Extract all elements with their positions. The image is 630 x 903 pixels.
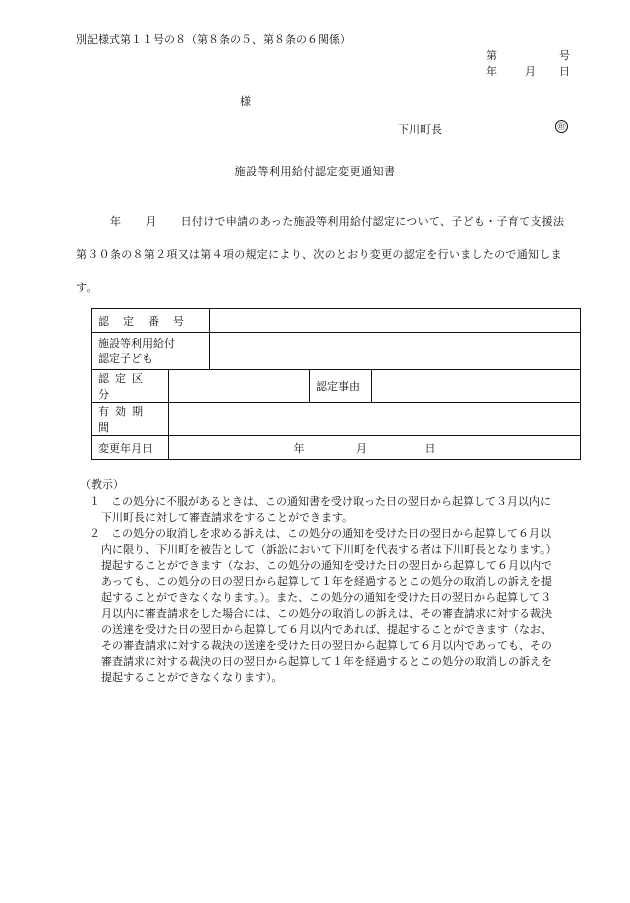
label-change-date: 変更年月日 xyxy=(92,436,169,460)
form-reference: 別記様式第１１号の８（第８条の５、第８条の６関係） xyxy=(76,33,351,46)
instruction-line: 提起することができます（なお、この処分の通知を受けた日の翌日から起算して６月以内で xyxy=(101,559,552,572)
date-month: 月 xyxy=(525,65,536,78)
body-line-2: 第３０条の８第２項又は第４項の規定により、次のとおり変更の認定を行いましたので通知しま xyxy=(76,248,562,261)
addressee: 様 xyxy=(240,95,251,108)
date-day: 日 xyxy=(559,65,570,78)
value-cert-reason xyxy=(372,370,581,403)
instruction-number: １ xyxy=(89,495,100,508)
value-valid-period xyxy=(169,403,581,436)
number-prefix: 第 xyxy=(486,49,497,62)
instruction-line: 下川町長に対して審査請求をすることができます。 xyxy=(101,511,354,524)
label-certified-child-line2: 認定子ども xyxy=(98,352,153,365)
number-suffix: 号 xyxy=(559,49,570,62)
certification-table xyxy=(91,308,581,460)
instruction-line: 起することができなくなります。）。また、この処分の通知を受けた日の翌日から起算して３ xyxy=(101,591,552,604)
change-date-year: 年 xyxy=(293,441,305,455)
body-line-1 xyxy=(76,205,582,238)
table-row xyxy=(92,436,581,460)
instruction-line: あっても、この処分の日の翌日から起算して１年を経過するとこの処分の取消しの訴えを提 xyxy=(101,575,552,588)
document-title: 施設等利用給付認定変更通知書 xyxy=(234,165,396,178)
label-cert-reason: 認定事由 xyxy=(310,370,372,403)
table-row xyxy=(92,403,581,436)
value-certified-child xyxy=(210,333,581,370)
instructions xyxy=(80,476,590,686)
change-date-month: 月 xyxy=(356,441,367,455)
instruction-line: この処分の取消しを求める訴えは、この処分の通知を受けた日の翌日から起算して６月以 xyxy=(111,527,551,540)
date-year: 年 xyxy=(486,65,497,78)
instruction-number: ２ xyxy=(89,527,100,540)
instruction-line: 審査請求に対する裁決の日の翌日から起算して１年を経過するとこの処分の取消しの訴えを xyxy=(101,655,552,668)
label-certified-child xyxy=(92,333,210,370)
notice-body xyxy=(76,205,582,304)
label-cert-category: 認定区分 xyxy=(92,370,169,403)
body-line-3: す。 xyxy=(76,281,98,294)
instruction-line: 月以内に審査請求をした場合には、この処分の取消しの訴えは、その審査請求に対する裁決 xyxy=(101,607,552,620)
instruction-line: 内に限り、下川町を被告として（訴訟において下川町を代表する者は下川町長となります。） xyxy=(101,543,557,556)
value-cert-category xyxy=(169,370,310,403)
instruction-line: その審査請求に対する裁決の送達を受けた日の翌日から起算して６月以内であっても、その xyxy=(101,639,552,652)
instruction-item xyxy=(80,526,590,686)
issuer: 下川町長 xyxy=(398,123,442,136)
table-row xyxy=(92,333,581,370)
label-certified-child-line1: 施設等利用給付 xyxy=(98,337,175,350)
value-cert-number xyxy=(210,309,581,333)
instruction-item xyxy=(80,494,590,526)
instruction-line: この処分に不服があるときは、この通知書を受け取った日の翌日から起算して３月以内に xyxy=(111,495,551,508)
body-month: 月 xyxy=(145,215,157,228)
label-valid-period: 有効期間 xyxy=(92,403,169,436)
change-date-day: 日 xyxy=(424,441,436,455)
instruction-line: の送達を受けた日の翌日から起算して６月以内であれば、提起することができます（なお、 xyxy=(101,623,552,636)
value-change-date xyxy=(169,436,581,460)
instructions-heading: （教示） xyxy=(80,478,124,491)
body-year: 年 xyxy=(110,215,122,228)
label-cert-number: 認定番号 xyxy=(92,309,210,333)
table-row xyxy=(92,370,581,403)
instruction-line: 提起することができなくなります）。 xyxy=(101,671,283,684)
seal-mark: ㊞ xyxy=(555,120,568,133)
table-row xyxy=(92,309,581,333)
body-line-1-rest: 日付けで申請のあった施設等利用給付認定について、子ども・子育て支援法 xyxy=(180,215,565,228)
